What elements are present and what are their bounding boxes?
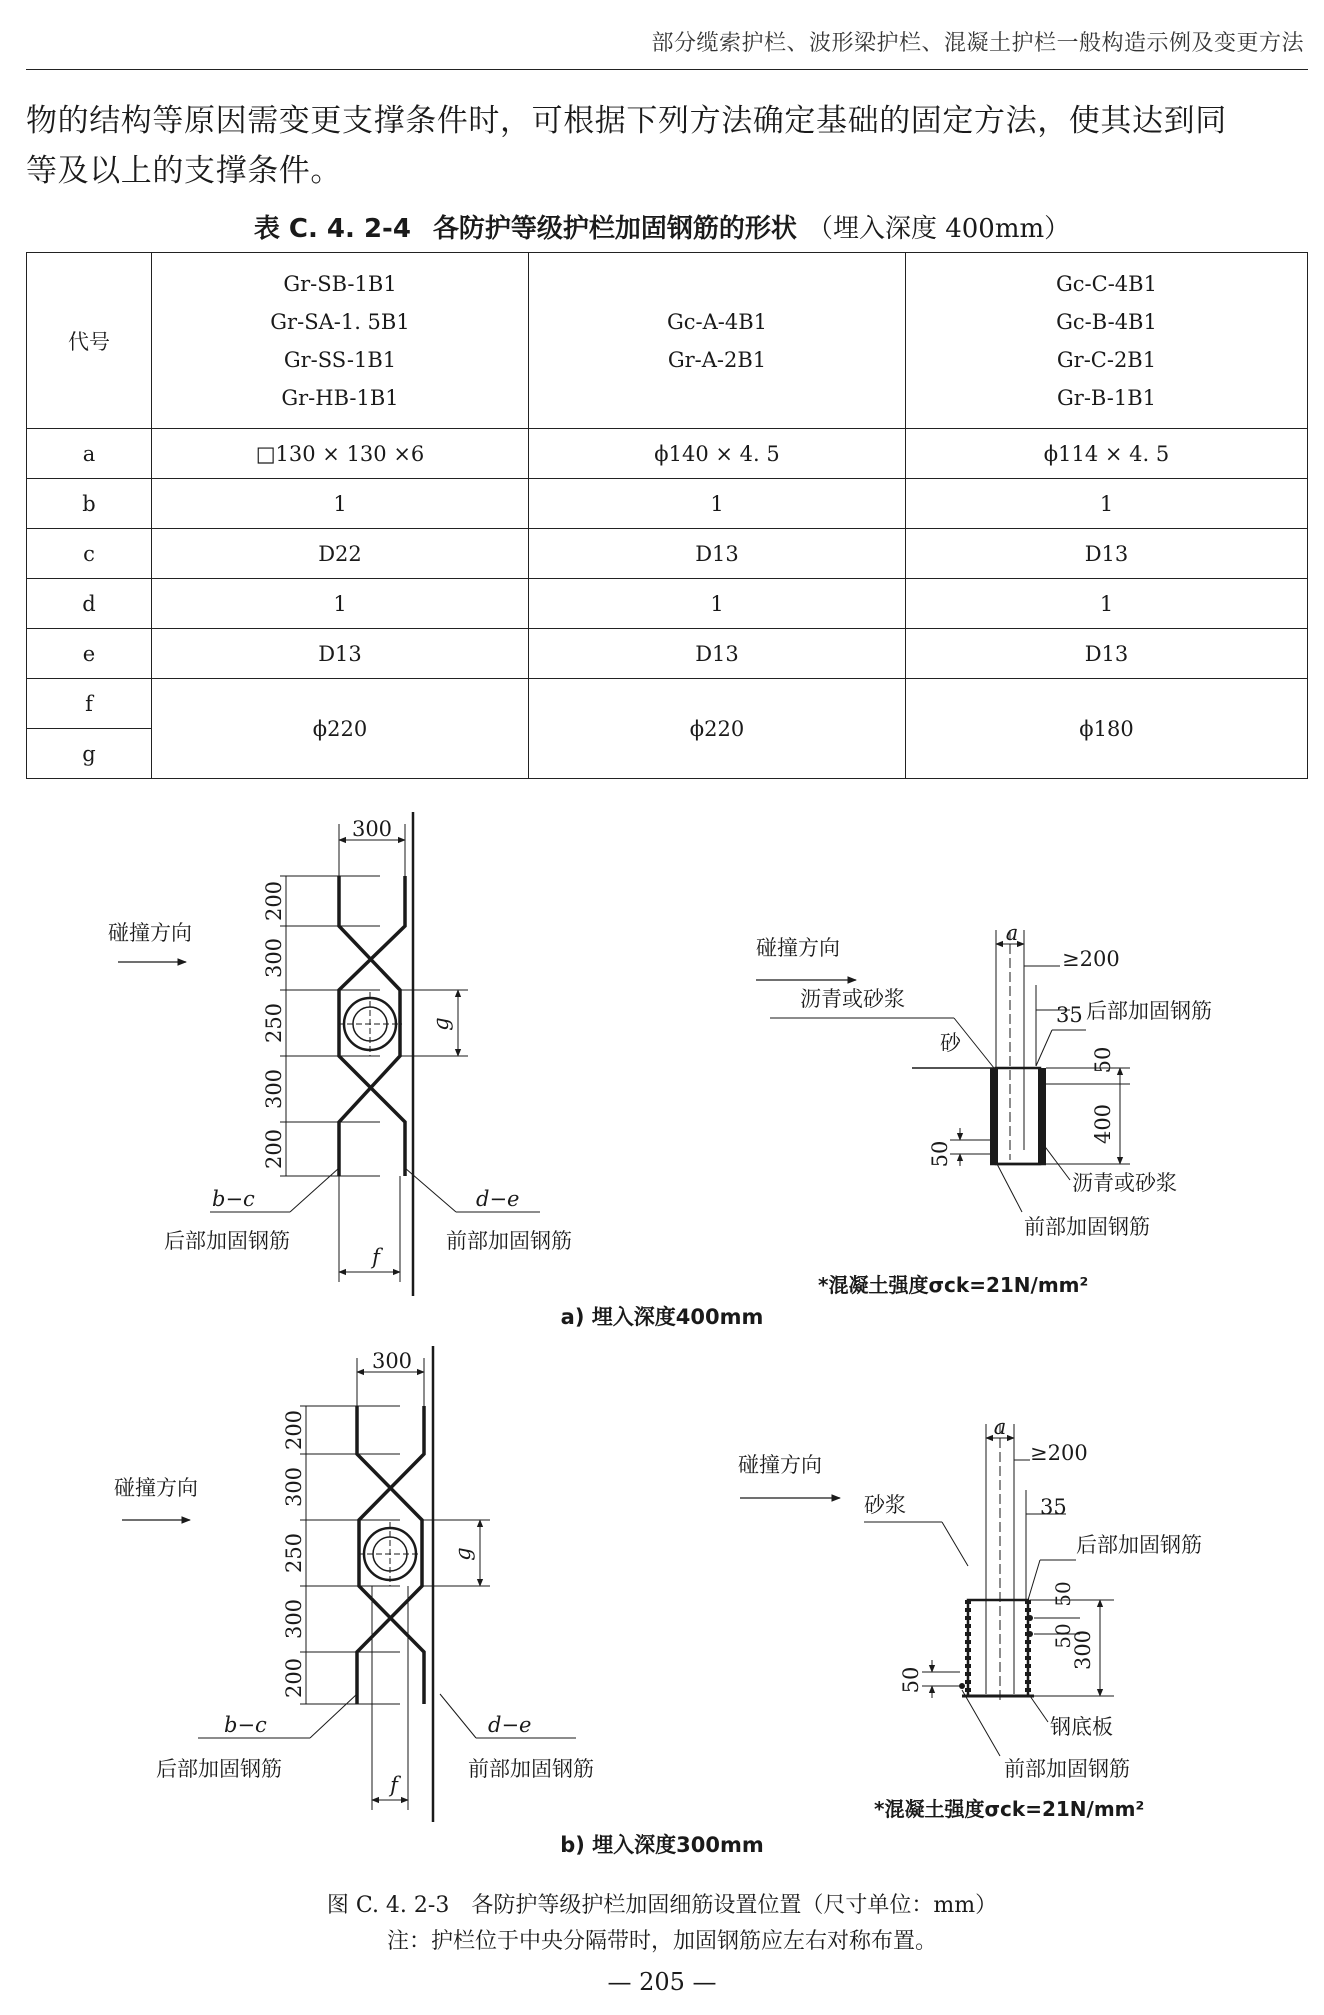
row-key: f [27, 679, 152, 729]
fg-value: ϕ180 [906, 679, 1308, 779]
asphalt-bottom-label: 沥青或砂浆 [1072, 1171, 1177, 1195]
row-value: D13 [152, 629, 529, 679]
page-header [26, 0, 1308, 70]
rear-rebar-path [339, 876, 400, 1176]
table-row [27, 479, 1308, 529]
row-value: D13 [529, 629, 906, 679]
dim-left: 300 [262, 1068, 286, 1110]
row-value: D22 [152, 529, 529, 579]
dim-400: 400 [1091, 1103, 1115, 1145]
concrete-note: *混凝土强度σck=21N/mm² [874, 1797, 1145, 1821]
row-key: c [27, 529, 152, 579]
dim-f: f [372, 1245, 380, 1269]
section-rear-rebar-label: 后部加固钢筋 [1086, 999, 1212, 1023]
row-key: b [27, 479, 152, 529]
table-row-f [27, 679, 1308, 729]
foundation-sleeve [968, 1600, 1028, 1696]
dim-g: g [429, 1017, 453, 1031]
foundation-sleeve [996, 1068, 1040, 1164]
section-front-rebar-label: 前部加固钢筋 [1024, 1215, 1150, 1239]
rear-rebar-label: 后部加固钢筋 [164, 1229, 290, 1253]
label-de: d−e [488, 1713, 532, 1737]
intro-paragraph [26, 96, 1308, 196]
caption-a: a) 埋入深度400mm [560, 1305, 764, 1329]
front-rebar-label: 前部加固钢筋 [468, 1757, 594, 1781]
dim-35: 35 [1056, 1003, 1083, 1027]
caption-b: b) 埋入深度300mm [560, 1833, 764, 1857]
col1-codes-cell [152, 253, 529, 429]
code: Gc-C-4B1 [1056, 271, 1157, 296]
row-key: g [27, 729, 152, 779]
table-number: 表 C. 4. 2-4 [253, 214, 411, 244]
steel-plate-label: 钢底板 [1050, 1715, 1113, 1739]
section-impact-label: 碰撞方向 [738, 1453, 822, 1477]
table-title-text: 各防护等级护栏加固钢筋的形状 [432, 214, 797, 244]
code: Gr-A-2B1 [667, 347, 767, 372]
concrete-note: *混凝土强度σck=21N/mm² [818, 1273, 1089, 1297]
row-value: 1 [906, 479, 1308, 529]
section-impact-label: 碰撞方向 [756, 936, 840, 960]
impact-direction-label: 碰撞方向 [114, 1476, 198, 1500]
row-value: D13 [906, 529, 1308, 579]
dim-50-left: 50 [928, 1140, 952, 1168]
dim-200: ≥200 [1062, 947, 1120, 971]
impact-direction-label: 碰撞方向 [108, 921, 192, 945]
row-value: 1 [529, 479, 906, 529]
asphalt-top-label: 沥青或砂浆 [800, 987, 905, 1011]
label-bc: b−c [224, 1713, 267, 1737]
dim-200: ≥200 [1030, 1441, 1088, 1465]
dim-50b: 50 [1051, 1623, 1075, 1649]
page-number: — 205 — [607, 1968, 717, 1996]
dim-left: 300 [282, 1598, 306, 1640]
label-bc: b−c [212, 1187, 255, 1211]
row-value: 1 [529, 579, 906, 629]
fg-value: ϕ220 [529, 679, 906, 779]
figure-b-section [738, 1415, 1202, 1821]
row-key: a [27, 429, 152, 479]
figure-a-plan [108, 812, 572, 1296]
dim-g: g [451, 1547, 475, 1561]
figure-b-plan [114, 1346, 594, 1822]
table-subtitle: （埋入深度 400mm） [806, 214, 1071, 244]
table-header-row [27, 253, 1308, 429]
code: Gc-A-4B1 [666, 309, 768, 334]
dim-left: 200 [262, 880, 286, 922]
row-value: ϕ114 × 4. 5 [906, 429, 1308, 479]
dim-top: 300 [351, 817, 393, 841]
section-rear-rebar-label: 后部加固钢筋 [1076, 1533, 1202, 1557]
table-row [27, 529, 1308, 579]
dim-300: 300 [1071, 1629, 1095, 1671]
row-value: 1 [152, 579, 529, 629]
code: Gr-C-2B1 [1056, 347, 1157, 372]
header-title: 部分缆索护栏、波形梁护栏、混凝土护栏一般构造示例及变更方法 [651, 31, 1304, 56]
figure-caption: 图 C. 4. 2-3 各防护等级护栏加固细筋设置位置（尺寸单位：mm） [326, 1893, 998, 1918]
sand-label: 砂 [940, 1031, 961, 1055]
dim-a: a [993, 1415, 1007, 1439]
col3-codes-cell [906, 253, 1308, 429]
code: Gr-SS-1B1 [283, 347, 397, 372]
dim-a: a [1005, 921, 1019, 945]
table-row [27, 629, 1308, 679]
dim-left: 200 [282, 1409, 306, 1451]
rebar-figure [0, 800, 1324, 1880]
figure-a-section [756, 921, 1212, 1297]
dim-left: 200 [282, 1657, 306, 1699]
rear-rebar-label: 后部加固钢筋 [156, 1757, 282, 1781]
dim-left: 300 [282, 1466, 306, 1508]
col2-codes-cell [529, 253, 906, 429]
code: Gr-HB-1B1 [281, 385, 399, 410]
row-value: 1 [906, 579, 1308, 629]
row-value: ϕ140 × 4. 5 [529, 429, 906, 479]
header-label-cell: 代号 [27, 253, 152, 429]
row-value: D13 [529, 529, 906, 579]
fg-value: ϕ220 [152, 679, 529, 779]
row-key: e [27, 629, 152, 679]
code: Gr-SA-1. 5B1 [270, 309, 410, 334]
row-value: D13 [906, 629, 1308, 679]
intro-line-1: 物的结构等原因需变更支撑条件时，可根据下列方法确定基础的固定方法，使其达到同 [26, 103, 1227, 139]
dim-left: 200 [262, 1128, 286, 1170]
dim-50-left: 50 [899, 1666, 923, 1694]
dim-left: 300 [262, 937, 286, 979]
code: Gr-B-1B1 [1057, 385, 1156, 410]
dim-35: 35 [1040, 1495, 1067, 1519]
rebar-spec-table [26, 252, 1308, 779]
table-row [27, 579, 1308, 629]
row-value: □130 × 130 ×6 [152, 429, 529, 479]
front-rebar-label: 前部加固钢筋 [446, 1229, 572, 1253]
table-row [27, 429, 1308, 479]
label-de: d−e [476, 1187, 520, 1211]
dim-f: f [390, 1773, 398, 1797]
code: Gc-B-4B1 [1056, 309, 1157, 334]
dim-top: 300 [371, 1349, 413, 1373]
dim-50a: 50 [1051, 1581, 1075, 1607]
figure-note: 注：护栏位于中央分隔带时，加固钢筋应左右对称布置。 [386, 1929, 937, 1954]
table-title [0, 208, 1324, 245]
mortar-label: 砂浆 [864, 1493, 906, 1517]
row-key: d [27, 579, 152, 629]
code: Gr-SB-1B1 [283, 271, 397, 296]
row-value: 1 [152, 479, 529, 529]
dim-left: 250 [282, 1532, 306, 1574]
dim-50-right: 50 [1091, 1046, 1115, 1074]
section-front-rebar-label: 前部加固钢筋 [1004, 1757, 1130, 1781]
intro-line-2: 等及以上的支撑条件。 [26, 153, 342, 189]
dim-left: 250 [262, 1002, 286, 1044]
